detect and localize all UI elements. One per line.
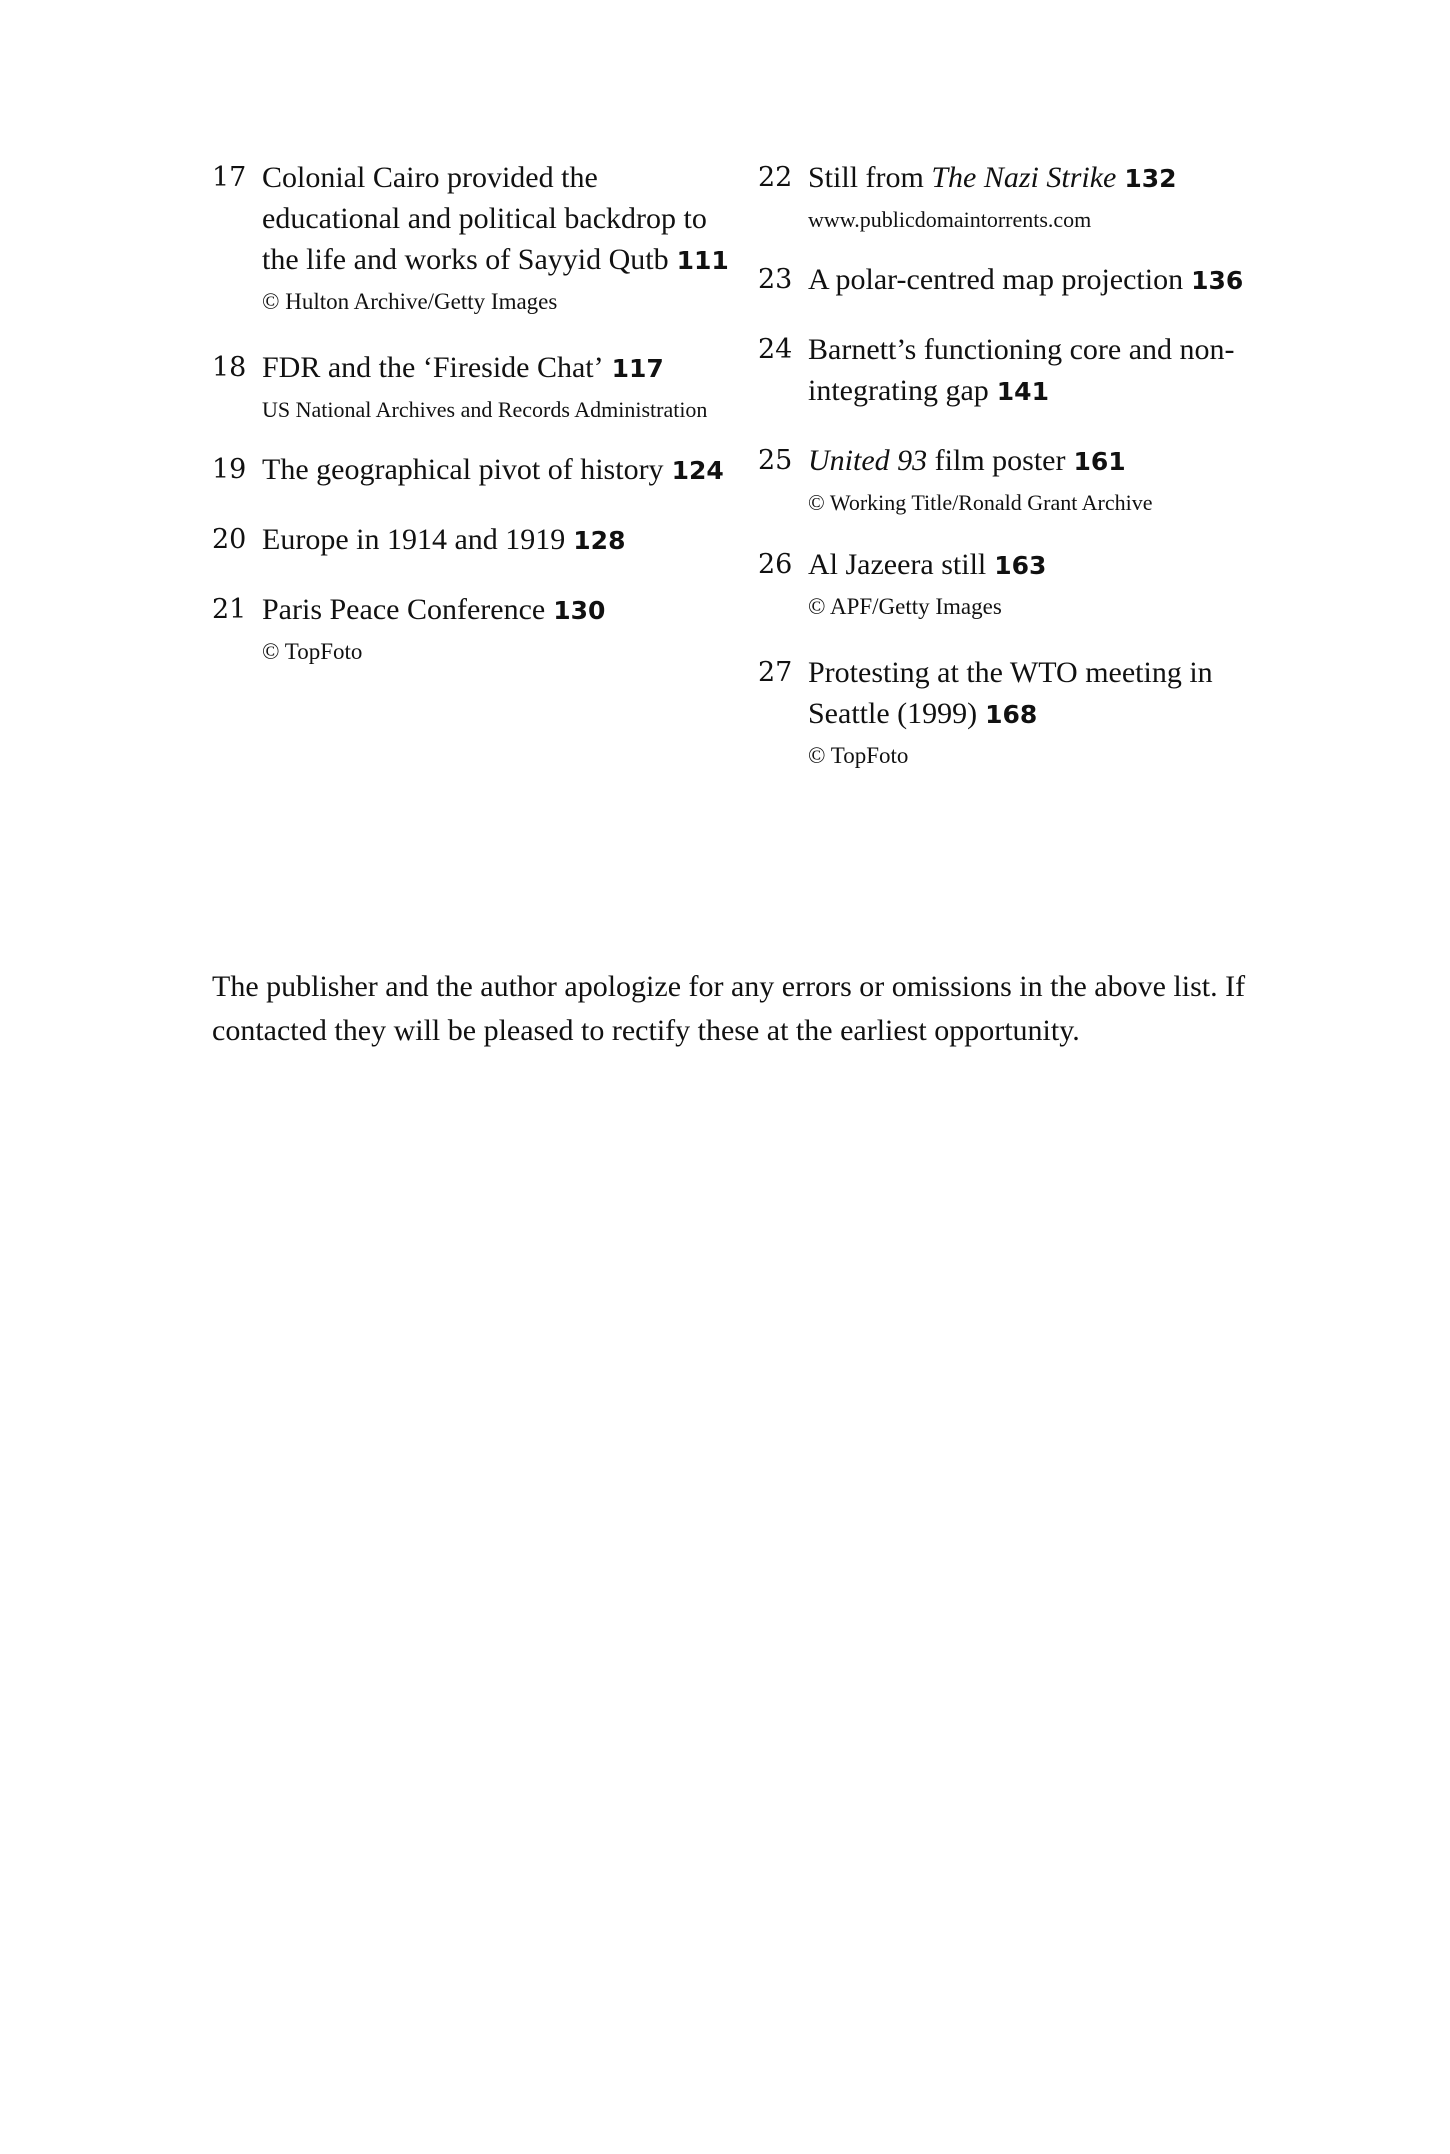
entry-title-text: Protesting at the WTO meeting in Seattle (1999) [808,656,1213,730]
entry-title [808,544,1278,586]
entry-page-number: 163 [994,551,1047,580]
entry-title-text: Colonial Cairo provided the educational and political backdrop to the life and works of Sayyid Qutb [262,161,707,276]
entry-title [262,347,732,389]
list-item [758,329,1278,412]
entry-title-text: A polar-centred map projection [808,263,1184,296]
entry-title [262,519,732,561]
entry-page-number: 168 [985,700,1038,729]
list-item [758,440,1278,520]
entry-credit: © TopFoto [262,639,363,664]
entry-page-number: 161 [1073,447,1126,476]
list-item [212,449,732,491]
entry-title-text: Barnett’s functioning core and non-integrating gap [808,333,1235,407]
list-item [212,519,732,561]
entry-credit: www.publicdomaintorrents.com [808,207,1092,232]
entry-title-text: Paris Peace Conference [262,593,546,626]
entry-page-number: 130 [553,596,606,625]
entry-title-prefix: Still from [808,161,932,194]
entry-page-number: 132 [1124,164,1177,193]
entry-title-italic: United 93 [808,444,928,477]
entry-page-number: 141 [996,377,1049,406]
entry-title [808,329,1278,412]
entry-title-text: Al Jazeera still [808,548,987,581]
entry-title-text: Europe in 1914 and 1919 [262,523,566,556]
entry-title-text: FDR and the ‘Fireside Chat’ [262,351,604,384]
entry-title-italic: The Nazi Strike [931,161,1117,194]
entry-number: 19 [212,454,247,485]
entry-title-suffix: film poster [927,444,1066,477]
list-item [758,652,1278,773]
entry-number: 26 [758,549,793,580]
entry-number: 24 [758,334,793,365]
list-item [758,157,1278,237]
entry-number: 21 [212,594,247,625]
entry-credit: © Hulton Archive/Getty Images [262,289,558,314]
entry-title [262,589,732,631]
entry-number: 20 [212,524,247,555]
entry-number: 25 [758,445,793,476]
entry-title [808,157,1278,199]
entry-credit: © Working Title/Ronald Grant Archive [808,490,1153,515]
entry-number: 17 [212,162,247,193]
entry-page-number: 124 [671,456,724,485]
entry-title [808,652,1278,735]
list-item [212,589,732,669]
entry-page-number: 111 [676,246,729,275]
list-item [758,544,1278,624]
entry-credit: © TopFoto [808,743,909,768]
entry-title [262,157,732,281]
entry-credit: © APF/Getty Images [808,594,1002,619]
publisher-note: The publisher and the author apologize for any errors or omissions in the above list. If contacted they will be pleased to rectify these at the earliest opportunity. [212,970,1246,1047]
list-item [212,157,732,319]
entry-page-number: 136 [1191,266,1244,295]
entry-number: 27 [758,657,793,688]
entry-number: 18 [212,352,247,383]
entry-page-number: 117 [611,354,664,383]
entry-number: 22 [758,162,793,193]
illustrations-list-right-column [758,157,1278,801]
entry-title [262,449,732,491]
entry-page-number: 128 [573,526,626,555]
list-item [758,259,1278,301]
illustrations-list-left-column [212,157,732,697]
entry-number: 23 [758,264,793,295]
entry-title [808,440,1278,482]
entry-title [808,259,1278,301]
entry-credit: US National Archives and Records Administration [262,397,708,422]
list-item [212,347,732,427]
entry-title-text: The geographical pivot of history [262,453,664,486]
